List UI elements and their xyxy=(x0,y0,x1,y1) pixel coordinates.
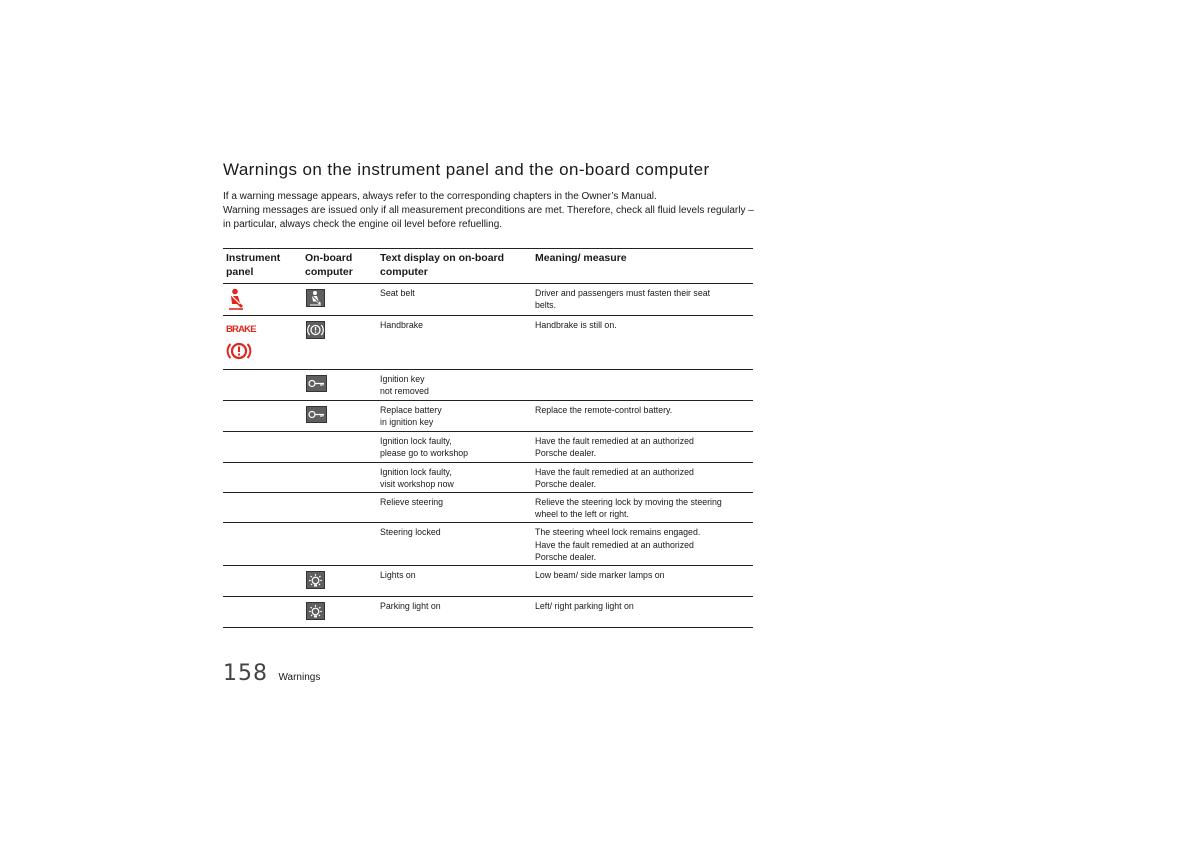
table-row xyxy=(223,566,753,597)
obc-cell xyxy=(302,401,377,432)
panel-cell xyxy=(223,316,302,370)
page-footer xyxy=(223,661,320,686)
table-row xyxy=(223,284,753,316)
seat-belt-icon xyxy=(306,289,325,307)
key-icon xyxy=(306,406,327,423)
warnings-table xyxy=(223,248,753,628)
section-name: Warnings xyxy=(278,672,321,683)
light-bulb-icon xyxy=(306,602,325,620)
text-display-cell: Ignition key not removed xyxy=(377,370,532,401)
obc-cell xyxy=(302,566,377,597)
obc-cell xyxy=(302,523,377,566)
meaning-cell: Low beam/ side marker lamps on xyxy=(532,566,753,597)
table-row xyxy=(223,432,753,462)
meaning-cell: Replace the remote-control battery. xyxy=(532,401,753,432)
meaning-cell: Handbrake is still on. xyxy=(532,316,753,370)
obc-cell xyxy=(302,493,377,523)
intro-text xyxy=(223,190,813,232)
obc-cell xyxy=(302,316,377,370)
handbrake-icon xyxy=(306,321,325,339)
meaning-cell: The steering wheel lock remains engaged. Have the fault remedied at an authorized Porsche dealer. xyxy=(532,523,753,566)
table-row xyxy=(223,493,753,523)
table-row xyxy=(223,597,753,628)
panel-cell xyxy=(223,462,302,492)
meaning-cell: Relieve the steering lock by moving the steering wheel to the left or right. xyxy=(532,493,753,523)
table-header-row xyxy=(223,249,753,284)
text-display-cell: Seat belt xyxy=(377,284,532,316)
table-row xyxy=(223,523,753,566)
brake-warning-icon xyxy=(226,341,299,364)
text-display-cell: Steering locked xyxy=(377,523,532,566)
light-bulb-icon xyxy=(306,571,325,589)
text-display-cell: Replace battery in ignition key xyxy=(377,401,532,432)
page-number: 158 xyxy=(223,661,268,686)
intro-line-2: Warning messages are issued only if all measurement preconditions are met. Therefore, check all fluid levels regularly – in particular, always check the engine oil level before refuelling. xyxy=(223,205,754,230)
seat-belt-warning-icon xyxy=(226,288,299,313)
brake-label: BRAKE xyxy=(226,324,256,336)
table-row xyxy=(223,462,753,492)
text-display-cell: Ignition lock faulty, visit workshop now xyxy=(377,462,532,492)
header-meaning-measure: Meaning/ measure xyxy=(532,249,753,284)
panel-cell xyxy=(223,493,302,523)
meaning-cell: Driver and passengers must fasten their seat belts. xyxy=(532,284,753,316)
obc-cell xyxy=(302,462,377,492)
obc-cell xyxy=(302,597,377,628)
text-display-cell: Relieve steering xyxy=(377,493,532,523)
text-display-cell: Parking light on xyxy=(377,597,532,628)
table-row xyxy=(223,370,753,401)
text-display-cell: Ignition lock faulty, please go to workshop xyxy=(377,432,532,462)
panel-cell xyxy=(223,566,302,597)
obc-cell xyxy=(302,370,377,401)
meaning-cell: Have the fault remedied at an authorized Porsche dealer. xyxy=(532,432,753,462)
header-on-board-computer: On-board computer xyxy=(302,249,377,284)
panel-cell xyxy=(223,284,302,316)
panel-cell xyxy=(223,432,302,462)
text-display-cell: Lights on xyxy=(377,566,532,597)
meaning-cell xyxy=(532,370,753,401)
key-icon xyxy=(306,375,327,392)
intro-line-1: If a warning message appears, always refer to the corresponding chapters in the Owner’s Manual. xyxy=(223,191,657,202)
header-text-display: Text display on on-board computer xyxy=(377,249,532,284)
meaning-cell: Have the fault remedied at an authorized Porsche dealer. xyxy=(532,462,753,492)
panel-cell xyxy=(223,597,302,628)
panel-cell xyxy=(223,523,302,566)
panel-cell xyxy=(223,370,302,401)
header-instrument-panel: Instrument panel xyxy=(223,249,302,284)
table-row xyxy=(223,316,753,370)
table-row xyxy=(223,401,753,432)
panel-cell xyxy=(223,401,302,432)
obc-cell xyxy=(302,284,377,316)
text-display-cell: Handbrake xyxy=(377,316,532,370)
page-title: Warnings on the instrument panel and the on-board computer xyxy=(223,160,710,179)
obc-cell xyxy=(302,432,377,462)
meaning-cell: Left/ right parking light on xyxy=(532,597,753,628)
